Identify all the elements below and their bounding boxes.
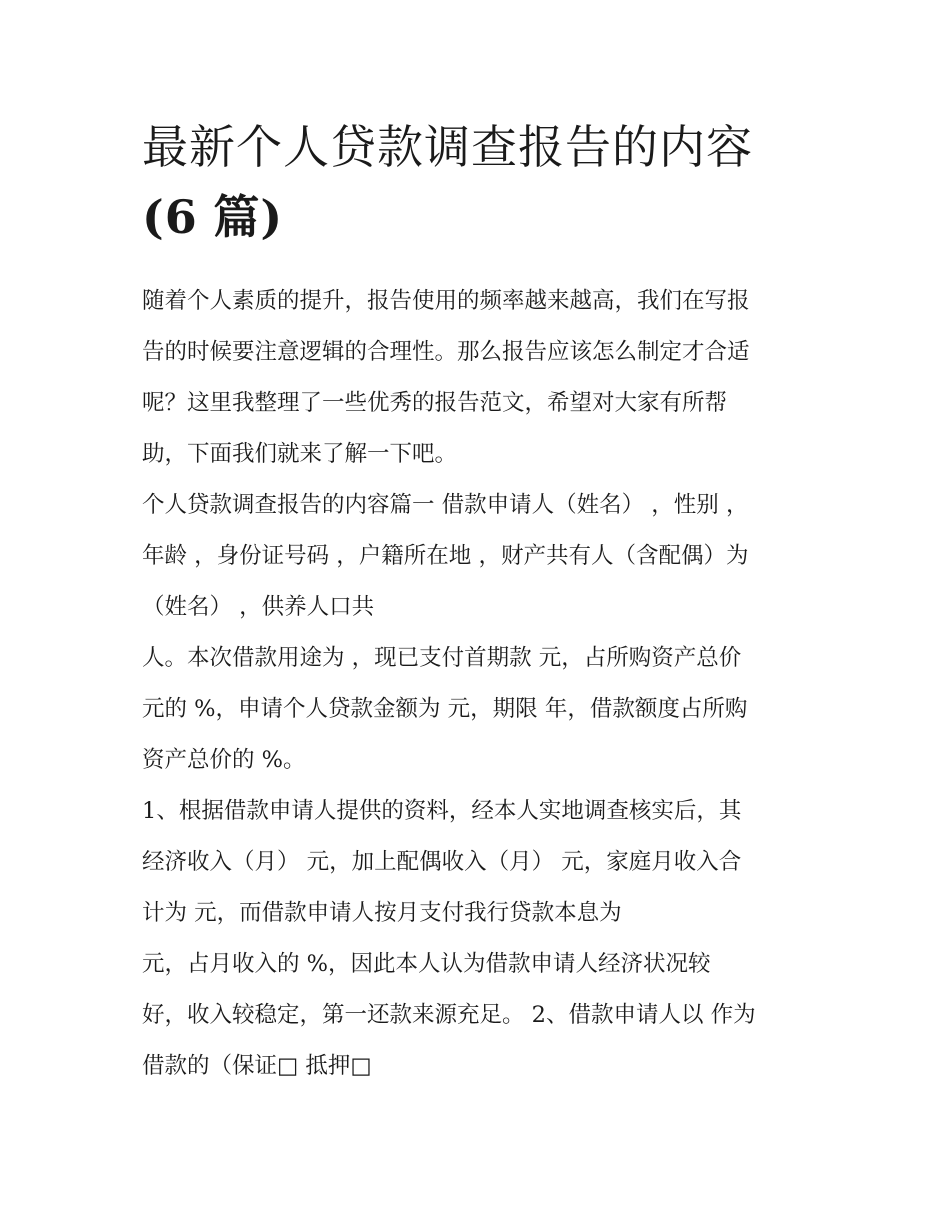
body-line: 助，下面我们就来了解一下吧。 <box>142 441 458 467</box>
body-line: 计为 元，而借款申请人按月支付我行贷款本息为 <box>142 900 622 926</box>
body-line: 人。本次借款用途为 ，现已支付首期款 元，占所购资产总价 <box>142 645 742 671</box>
body-line: 经济收入（月） 元，加上配偶收入（月） 元，家庭月收入合 <box>142 849 742 875</box>
body-line: （姓名） ，供养人口共 <box>142 594 375 620</box>
body-line: 告的时候要注意逻辑的合理性。那么报告应该怎么制定才合适 <box>142 339 750 365</box>
title-unit: 篇) <box>213 190 284 244</box>
body-line: 好，收入较稳定，第一还款来源充足。 2、借款申请人以 作为 <box>142 1002 756 1028</box>
body-line: 元，占月收入的 %，因此本人认为借款申请人经济状况较 <box>142 951 711 977</box>
body-line: 资产总价的 %。 <box>142 747 306 773</box>
title-line-1: 最新个人贷款调查报告的内容 <box>142 120 753 174</box>
title-count: (6 <box>142 190 198 244</box>
body-line: 个人贷款调查报告的内容篇一 借款申请人（姓名） ，性别 ， <box>142 492 749 518</box>
body-line: 1、根据借款申请人提供的资料，经本人实地调查核实后，其 <box>142 798 742 824</box>
body-line: 呢？这里我整理了一些优秀的报告范文，希望对大家有所帮 <box>142 390 728 416</box>
body-line: 元的 %，申请个人贷款金额为 元，期限 年，借款额度占所购 <box>142 696 748 722</box>
document-title <box>142 112 814 252</box>
document-body <box>142 276 814 1092</box>
document-page <box>142 112 814 1092</box>
title-line-2 <box>142 182 814 252</box>
body-line: 借款的（保证□ 抵押□ <box>142 1053 372 1079</box>
body-line: 随着个人素质的提升，报告使用的频率越来越高，我们在写报 <box>142 288 750 314</box>
body-line: 年龄 ，身份证号码 ，户籍所在地 ，财产共有人（含配偶）为 <box>142 543 749 569</box>
